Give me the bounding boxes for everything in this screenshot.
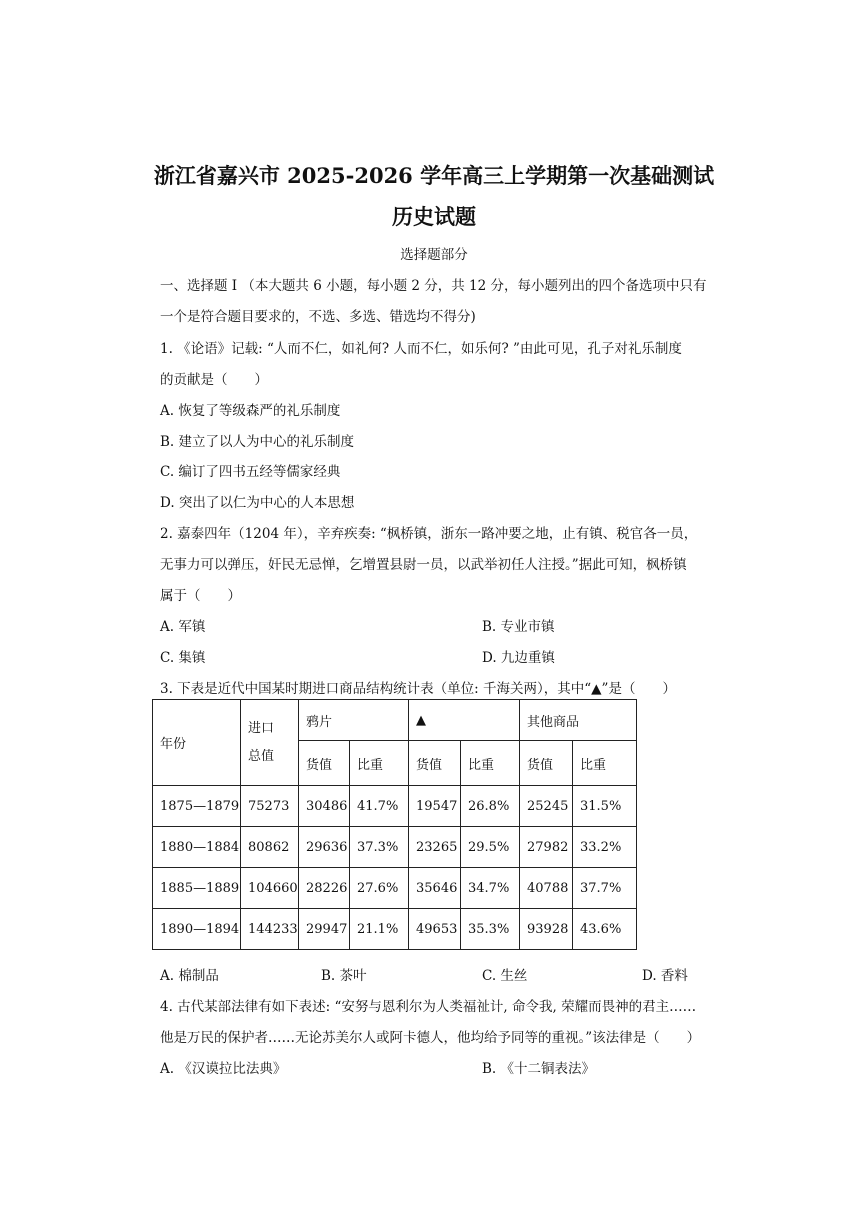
q3-option-c: C. 生丝 — [482, 968, 528, 984]
q1-option-c: C. 编订了四书五经等儒家经典 — [160, 464, 341, 480]
q3-option-d: D. 香料 — [642, 968, 688, 984]
table-cell: 1885—1889 — [153, 868, 241, 909]
table-cell: 29636 — [299, 827, 350, 868]
table-cell: 93928 — [520, 909, 573, 950]
header-year: 年份 — [153, 700, 241, 786]
header-value: 货值 — [409, 741, 461, 786]
q2-stem-line-3: 属于（ ） — [160, 588, 241, 604]
table-cell: 49653 — [409, 909, 461, 950]
table-cell: 104660 — [241, 868, 299, 909]
table-cell: 35.3% — [461, 909, 520, 950]
table-row — [153, 868, 637, 909]
q1-option-a: A. 恢复了等级森严的礼乐制度 — [160, 403, 341, 419]
table-cell: 29947 — [299, 909, 350, 950]
table-cell: 25245 — [520, 786, 573, 827]
header-total-line-1: 进口 — [248, 720, 275, 736]
section-heading: 选择题部分 — [400, 247, 468, 263]
q2-option-c: C. 集镇 — [160, 650, 206, 666]
table-cell: 34.7% — [461, 868, 520, 909]
q4-option-b: B. 《十二铜表法》 — [482, 1061, 596, 1077]
table-cell: 26.8% — [461, 786, 520, 827]
table-cell: 35646 — [409, 868, 461, 909]
q2-option-b: B. 专业市镇 — [482, 619, 555, 635]
table-cell: 41.7% — [350, 786, 409, 827]
table-cell: 40788 — [520, 868, 573, 909]
table-row — [153, 909, 637, 950]
table-cell: 23265 — [409, 827, 461, 868]
import-structure-table — [152, 699, 637, 950]
table-row — [153, 827, 637, 868]
q2-stem-line-2: 无事力可以弹压，奸民无忌惮，乞增置县尉一员，以武举初任人注授。”据此可知，枫桥镇 — [160, 557, 687, 573]
exam-subject: 历史试题 — [392, 204, 476, 229]
table-cell: 29.5% — [461, 827, 520, 868]
table-cell: 37.7% — [573, 868, 637, 909]
q3-stem: 3. 下表是近代中国某时期进口商品结构统计表（单位: 千海关两），其中“▲”是（ ） — [160, 681, 676, 697]
q3-option-b: B. 茶叶 — [321, 968, 367, 984]
exam-title: 浙江省嘉兴市 2025-2026 学年高三上学期第一次基础测试 — [153, 163, 715, 188]
header-total — [241, 700, 299, 786]
table-cell: 33.2% — [573, 827, 637, 868]
header-ratio: 比重 — [461, 741, 520, 786]
table-cell: 21.1% — [350, 909, 409, 950]
table-cell: 75273 — [241, 786, 299, 827]
q1-stem-line-1: 1. 《论语》记载: “人而不仁，如礼何? 人而不仁，如乐何? ”由此可见，孔子对礼乐制度 — [160, 341, 682, 357]
header-value: 货值 — [520, 741, 573, 786]
q1-stem-line-2: 的贡献是（ ） — [160, 372, 268, 388]
q4-stem-line-1: 4. 古代某部法律有如下表述: “安努与恩利尔为人类福祉计, 命令我, 荣耀而畏神的君主…… — [160, 999, 697, 1015]
instructions-line-2: 一个是符合题目要求的，不选、多选、错选均不得分) — [160, 309, 476, 325]
table-cell: 37.3% — [350, 827, 409, 868]
header-value: 货值 — [299, 741, 350, 786]
q3-option-a: A. 棉制品 — [160, 968, 219, 984]
q1-option-b: B. 建立了以人为中心的礼乐制度 — [160, 434, 355, 450]
q2-option-a: A. 军镇 — [160, 619, 206, 635]
table-cell: 144233 — [241, 909, 299, 950]
table-cell: 30486 — [299, 786, 350, 827]
table-cell: 43.6% — [573, 909, 637, 950]
header-total-line-2: 总值 — [248, 748, 275, 764]
q4-stem-line-2: 他是万民的保护者……无论苏美尔人或阿卡德人，他均给予同等的重视。”该法律是（ ） — [160, 1030, 701, 1046]
q2-option-d: D. 九边重镇 — [482, 650, 555, 666]
table-cell: 19547 — [409, 786, 461, 827]
q1-option-d: D. 突出了以仁为中心的人本思想 — [160, 495, 355, 511]
table-cell: 80862 — [241, 827, 299, 868]
table-cell: 1880—1884 — [153, 827, 241, 868]
header-other-goods: 其他商品 — [520, 700, 637, 741]
instructions-line-1: 一、选择题 I （本大题共 6 小题，每小题 2 分，共 12 分，每小题列出的四个备选项中只有 — [160, 278, 707, 294]
table-cell: 1890—1894 — [153, 909, 241, 950]
table-cell: 27.6% — [350, 868, 409, 909]
header-unknown-item: ▲ — [409, 700, 520, 741]
table-cell: 27982 — [520, 827, 573, 868]
q2-stem-line-1: 2. 嘉泰四年（1204 年），辛弃疾奏: “枫桥镇，浙东一路冲要之地，止有镇、税官各一员， — [160, 526, 698, 542]
header-opium: 鸦片 — [299, 700, 409, 741]
table-cell: 31.5% — [573, 786, 637, 827]
q4-option-a: A. 《汉谟拉比法典》 — [160, 1061, 287, 1077]
table-cell: 1875—1879 — [153, 786, 241, 827]
header-ratio: 比重 — [573, 741, 637, 786]
table-row — [153, 786, 637, 827]
table-cell: 28226 — [299, 868, 350, 909]
header-ratio: 比重 — [350, 741, 409, 786]
